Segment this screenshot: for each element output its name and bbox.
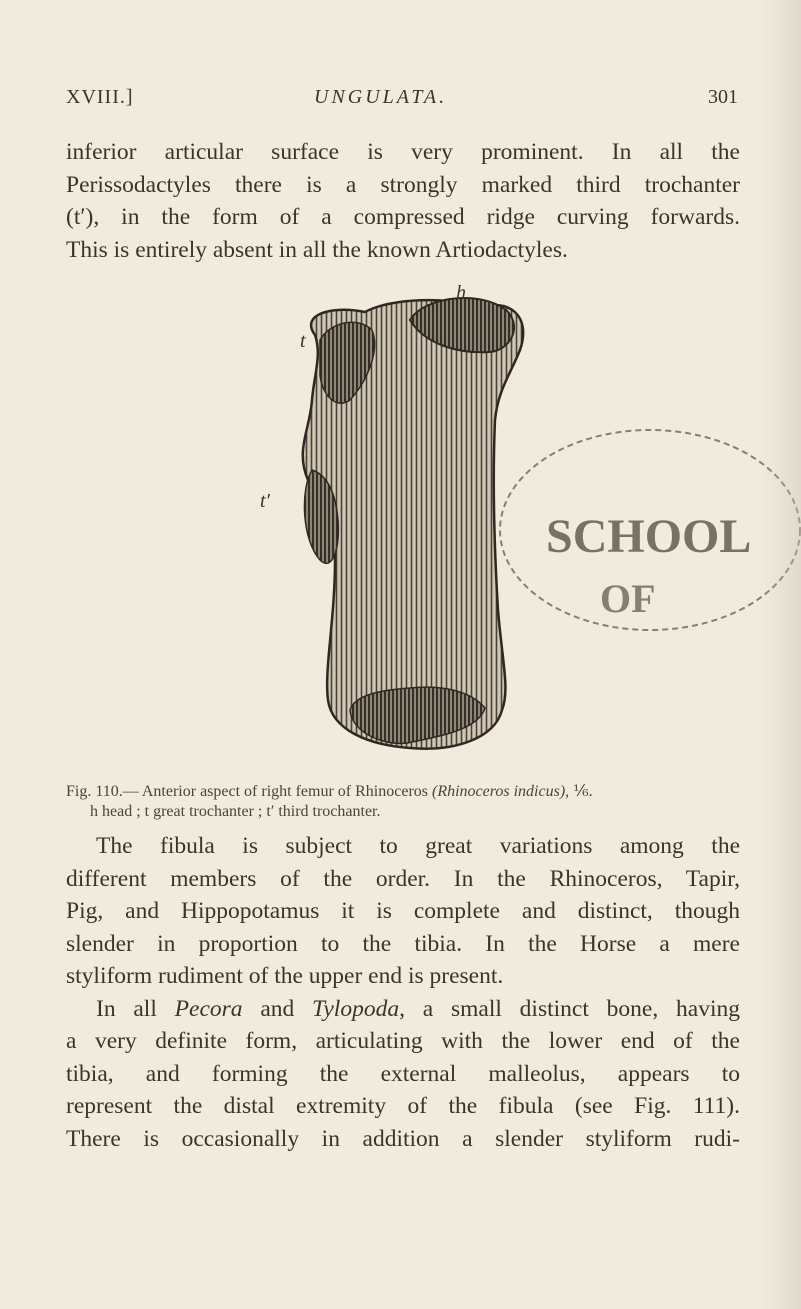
text-span: In all — [96, 995, 175, 1022]
text-line: slender in proportion to the tibia. In the Horse a mere — [66, 930, 740, 957]
figure-caption — [66, 782, 742, 822]
text-span: , a small distinct bone, having — [399, 995, 740, 1022]
text-line: tibia, and forming the external malleolus, appears to — [66, 1060, 740, 1087]
stamp-text-line-2: OF — [600, 576, 656, 621]
paragraph-2 — [66, 830, 740, 1155]
caption-legend: h head ; t great trochanter ; t′ third trochanter. — [90, 803, 381, 820]
text-line: a very definite form, articulating with the lower end of the — [66, 1028, 740, 1054]
text-line: This is entirely absent in all the known Artiodactyles. — [66, 236, 568, 263]
label-head: h — [456, 282, 466, 304]
text-line: Pig, and Hippopotamus it is complete and distinct, though — [66, 898, 740, 924]
page-edge-shadow — [761, 0, 801, 1309]
taxon-tylopoda: Tylopoda — [312, 995, 400, 1022]
paragraph-3-first-line — [66, 993, 740, 1026]
caption-text: Anterior aspect of right femur of Rhinoceros — [138, 783, 432, 800]
text-line: inferior articular surface is very prominent. In all the — [66, 139, 740, 165]
femur-figure — [240, 282, 801, 770]
text-line: styliform rudiment of the upper end is present. — [66, 963, 504, 989]
chapter-number: XVIII.] — [66, 86, 134, 108]
text-line: There is occasionally in addition a slender styliform rudi- — [66, 1125, 740, 1152]
text-line: represent the distal extremity of the fibula (see Fig. 111). — [66, 1093, 740, 1119]
caption-species: (Rhinoceros indicus) — [432, 783, 566, 800]
text-line: (t′), in the form of a compressed ridge curving forwards. — [66, 204, 740, 230]
page-number: 301 — [708, 86, 738, 108]
running-title: UNGULATA. — [314, 86, 448, 108]
running-header — [66, 86, 738, 116]
text-line: The fibula is subject to great variations among the — [96, 833, 740, 859]
taxon-pecora: Pecora — [174, 995, 243, 1022]
caption-scale: , ⅙. — [565, 783, 593, 800]
label-great-trochanter: t — [300, 330, 306, 352]
caption-fig-label: Fig. 110.— — [66, 783, 139, 800]
stamp-text-line-1: SCHOOL — [546, 510, 752, 563]
label-third-trochanter: t′ — [260, 490, 270, 512]
paragraph-1 — [66, 136, 740, 266]
text-line: Perissodactyles there is a strongly marked third trochanter — [66, 171, 740, 198]
text-span: and — [242, 995, 313, 1022]
femur-illustration — [240, 290, 801, 770]
text-line: different members of the order. In the Rhinoceros, Tapir, — [66, 865, 740, 892]
